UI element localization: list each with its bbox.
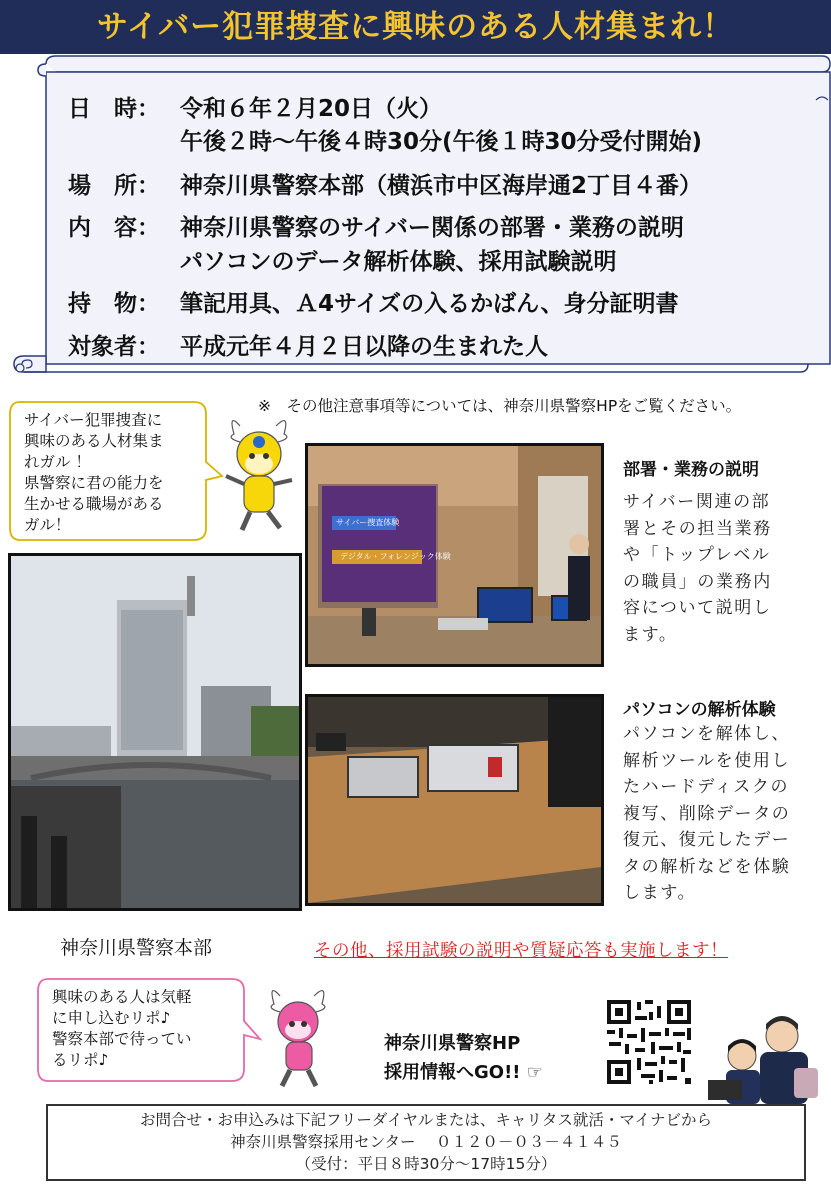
section-2-line: パソコンを解体し、	[623, 724, 791, 744]
section-1-line: 容について説明し	[623, 598, 772, 618]
screen-text-1: サイバー捜査体験	[336, 518, 400, 527]
bubble-1-line: 県警察に君の能力を	[24, 474, 164, 492]
info-label-datetime: 日 時：	[68, 96, 160, 122]
hp-line-2: 採用情報へGO!! ☞	[384, 1062, 543, 1083]
bubble-1-line: ガル！	[24, 516, 71, 534]
section-1-line: 署とその担当業務	[623, 518, 772, 539]
yellow-mascot-illustration	[220, 412, 300, 542]
section-1-line: サイバー関連の部	[623, 492, 771, 512]
screen-text-2: デジタル・フォレンジック体験	[340, 552, 451, 561]
bubble-1-line: 生かせる職場がある	[24, 495, 164, 513]
section-1-line: や「トップレベル	[623, 545, 771, 565]
info-value-eligibility: 平成元年４月２日以降の生まれた人	[180, 334, 548, 360]
bubble-2-line: 警察本部で待ってい	[52, 1030, 192, 1048]
info-value-content-1: 神奈川県警察のサイバー関係の部署・業務の説明	[180, 215, 684, 241]
bubble-1-line: サイバー犯罪捜査に	[24, 411, 163, 429]
notice-text: ※ その他注意事項等については、神奈川県警察HPをご覧ください。	[258, 397, 742, 415]
recruit-hp-link[interactable]	[384, 1029, 543, 1087]
info-value-items: 筆記用具、Ａ4サイズの入るかばん、身分証明書	[180, 291, 679, 317]
bubble-2-line: るリポ♪	[52, 1051, 109, 1069]
contact-footer	[46, 1104, 806, 1181]
section-2-heading: パソコンの解析体験	[623, 700, 776, 720]
info-value-time: 午後２時～午後４時30分(午後１時30分受付開始)	[180, 129, 703, 155]
section-2-line: します。	[623, 883, 697, 903]
section-2-line: 複写、削除データの	[623, 803, 791, 824]
bubble-1-line: れガル ！	[24, 453, 91, 471]
pc-analysis-scene	[308, 697, 601, 903]
section-1-line: の職員」の業務内	[623, 571, 772, 592]
info-label-items: 持 物：	[68, 291, 160, 317]
section-2-line: たハードディスクの	[623, 777, 790, 797]
photo-pc-analysis	[305, 694, 604, 906]
footer-line-1: お問合せ・お申込みは下記フリーダイヤルまたは、キャリタス就活・マイナビから	[139, 1111, 713, 1129]
footer-line-3: （受付：平日８時30分～17時15分）	[295, 1155, 557, 1173]
footer-line-2: 神奈川県警察採用センター ０１２０－０３－４１４５	[230, 1133, 622, 1151]
info-value-content-2: パソコンのデータ解析体験、採用試験説明	[180, 249, 617, 275]
hp-line-1: 神奈川県警察HP	[384, 1033, 521, 1054]
section-2-body	[623, 721, 790, 907]
section-2-line: 復元、復元したデー	[623, 830, 791, 850]
section-1-body	[623, 489, 772, 648]
pink-mascot-illustration	[262, 982, 338, 1092]
bubble-2-text	[52, 987, 192, 1071]
section-1-heading: 部署・業務の説明	[623, 460, 759, 480]
info-label-eligibility: 対象者：	[68, 334, 160, 360]
qa-notice: その他、採用試験の説明や質疑応答も実施します！	[314, 941, 728, 961]
info-label-place: 場 所：	[68, 173, 160, 199]
bubble-2-line: に申し込むリポ♪	[52, 1009, 171, 1027]
page-title: サイバー犯罪捜査に興味のある人材集まれ！	[96, 9, 735, 45]
info-value-date: 令和６年２月20日（火）	[180, 96, 443, 122]
section-2-line: 解析ツールを使用し	[623, 750, 791, 771]
qr-code[interactable]	[605, 998, 693, 1086]
headquarters-caption: 神奈川県警察本部	[60, 937, 213, 959]
headquarters-scene	[11, 556, 299, 908]
officers-illustration	[704, 1008, 828, 1104]
bubble-1-line: 興味のある人材集ま	[24, 432, 164, 450]
info-value-place: 神奈川県警察本部（横浜市中区海岸通2丁目４番）	[180, 173, 703, 199]
photo-police-headquarters	[8, 553, 302, 911]
bubble-1-text	[24, 410, 164, 536]
bubble-2-line: 興味のある人は気軽	[52, 988, 192, 1006]
info-label-content: 内 容：	[68, 215, 160, 241]
section-2-line: タの解析などを体験	[623, 856, 791, 877]
section-1-line: ます。	[623, 624, 678, 645]
